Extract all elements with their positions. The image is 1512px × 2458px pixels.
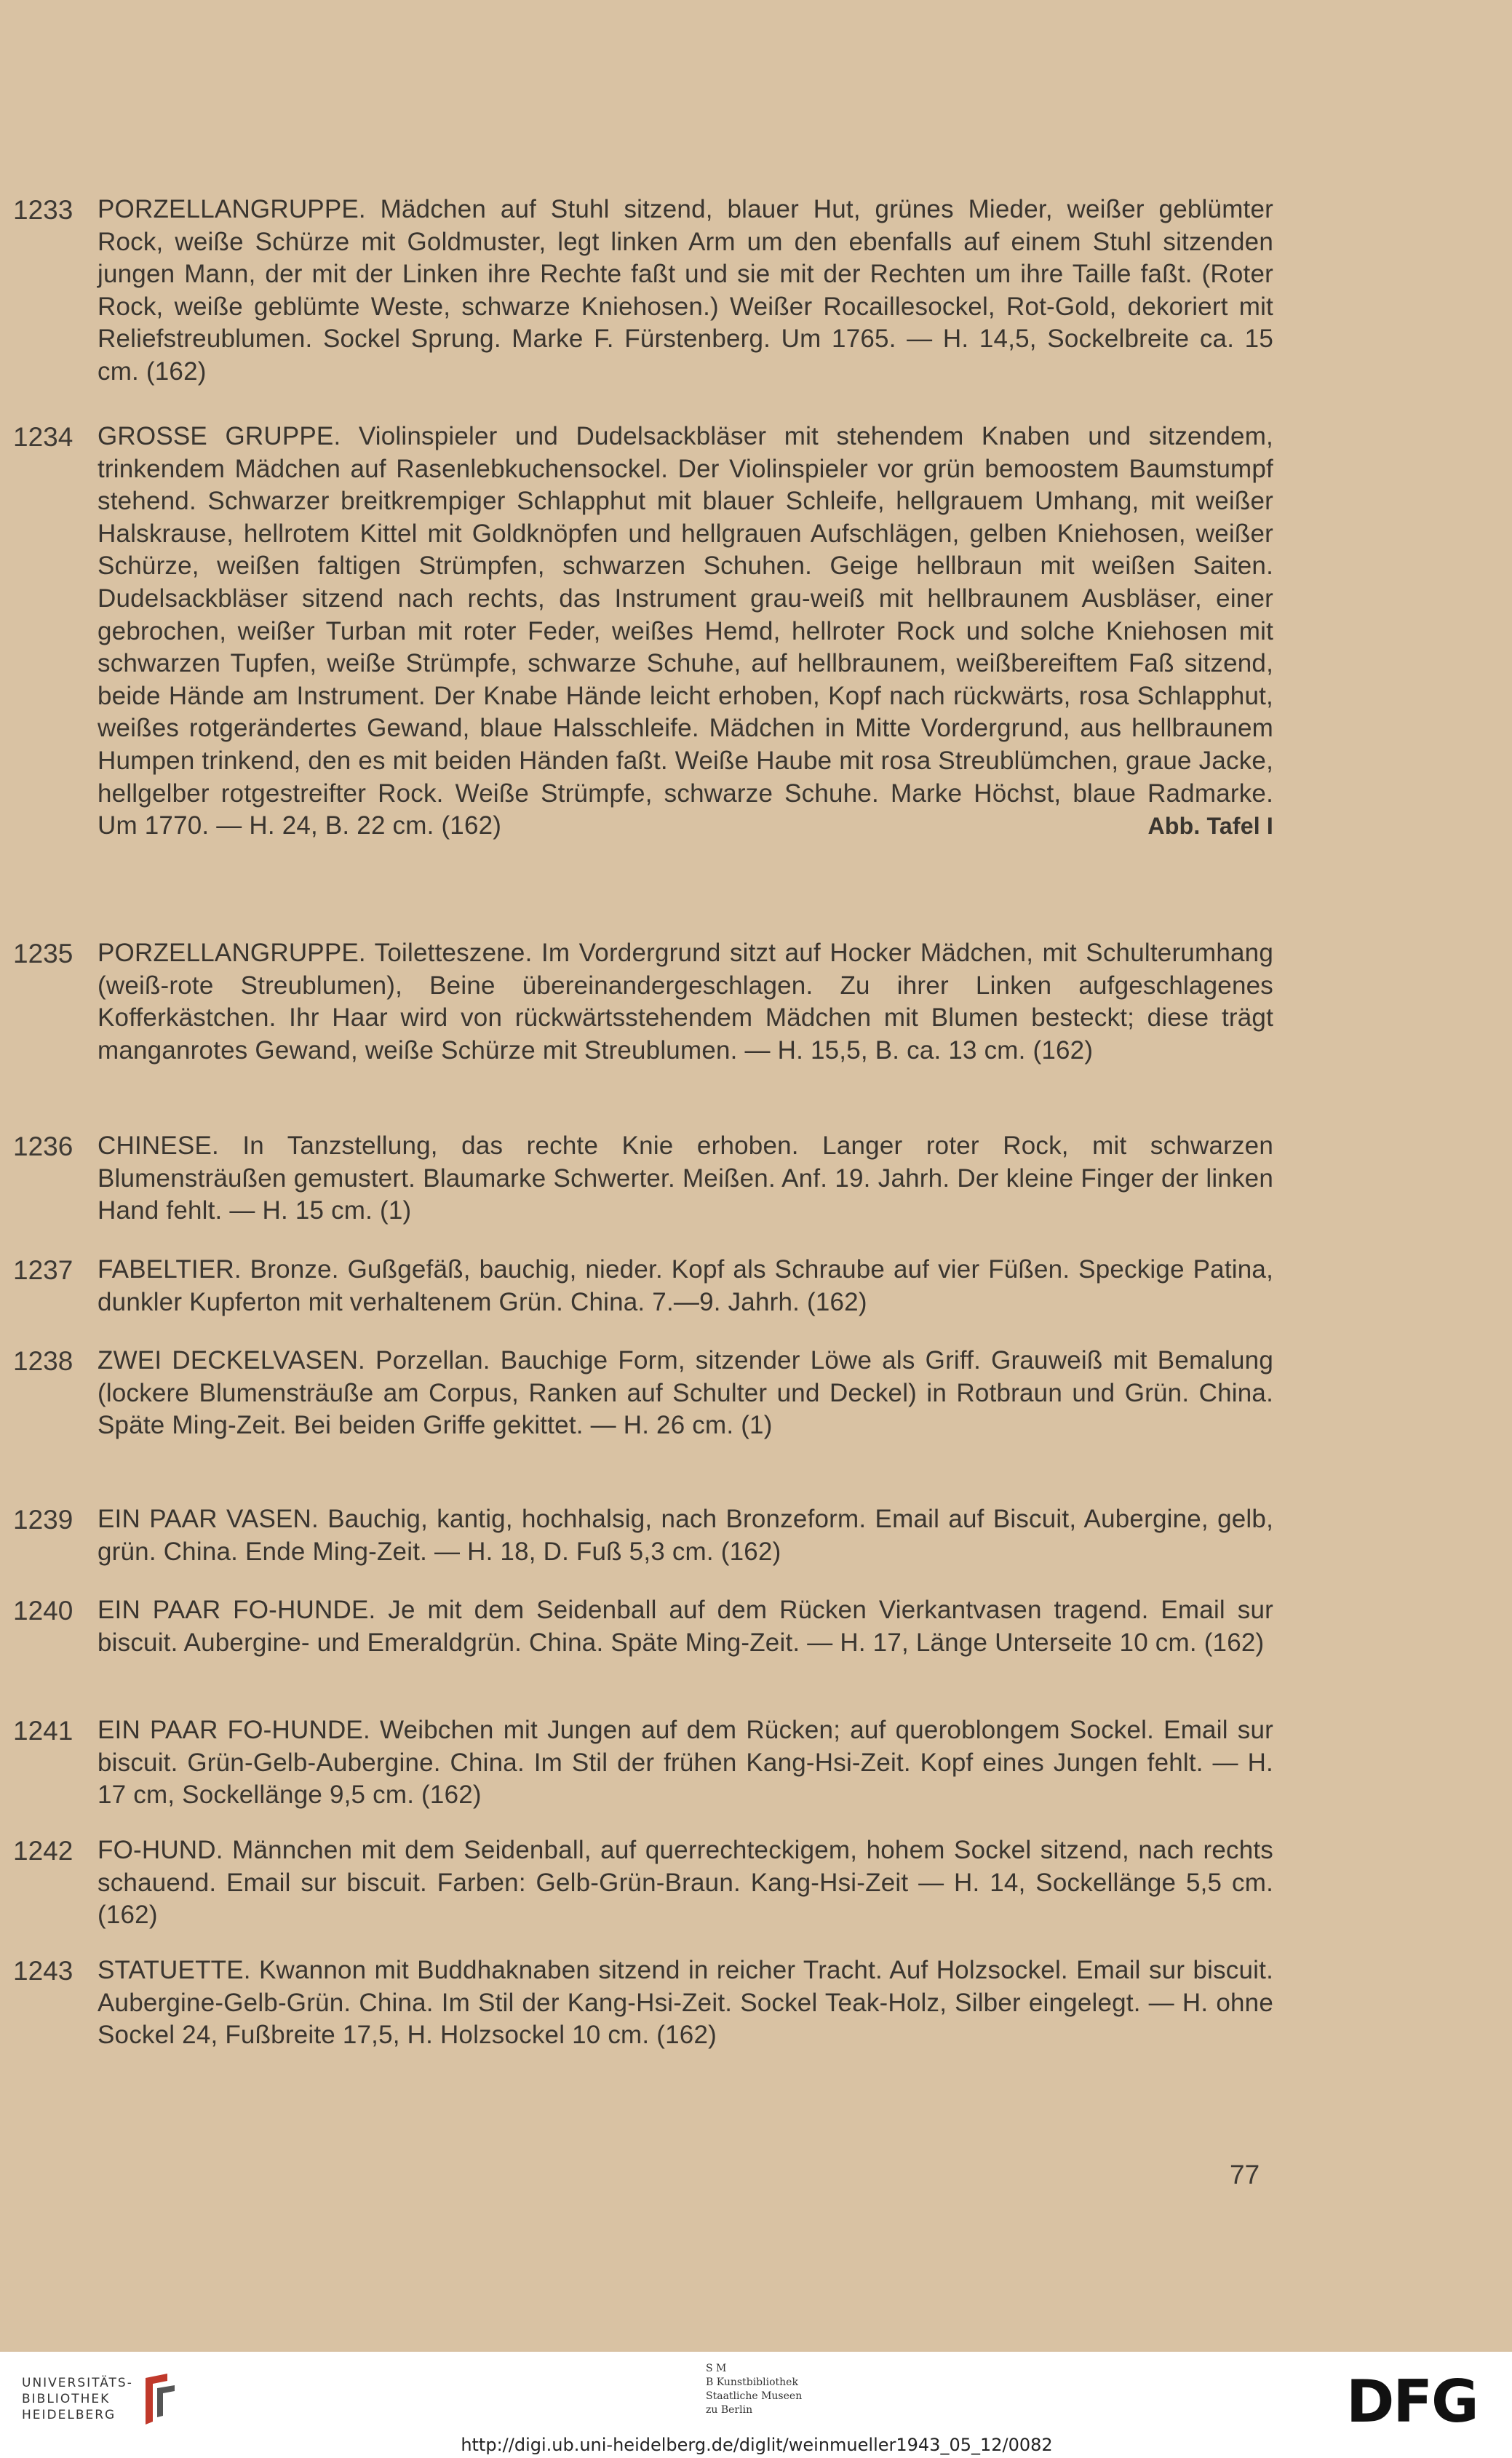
university-emblem-icon — [138, 2371, 182, 2429]
lot-description — [98, 421, 1273, 843]
lot-description-text: GROSSE GRUPPE. Violinspieler und Dudelsackbläser mit stehendem Knaben und sitzendem, trinkendem Mädchen auf Rasenlebkuchensockel. Der Violinspieler vor grün bemoostem Baumstumpf stehend. Schwarzer breitkrempiger Schlapphut mit blauer Schleife, hellgrauem Umhang, mit weißer Halskrause, hellrotem Kittel mit Goldknöpfen und hellgrauen Aufschlägen, gelben Kniehosen, weißer Schürze, weißen faltigen Strümpfen, schwarzen Schuhen. Geige hellbraun mit weißen Saiten. Dudelsackbläser sitzend nach rechts, das Instrument grau-weiß mit hellbraunem Ausbläser, einer gebrochen, weißer Turban mit roter Feder, weißes Hemd, hellroter Rock und solche Kniehosen mit schwarzen Tupfen, weiße Strümpfe, schwarze Schuhe, auf hellbraunem, weißbereiftem Faß sitzend, beide Hände am Instrument. Der Knabe Hände leicht erhoben, Kopf nach rückwärts, rosa Schlapphut, weißes rotgerändertes Gewand, blaue Halsschleife. Mädchen in Mitte Vordergrund, aus hellbraunem Humpen trinkend, den es mit beiden Händen faßt. Weiße Haube mit rosa Streublümchen, graue Jacke, hellgelber rotgestreifter Rock. Weiße Strümpfe, schwarze Schuhe. Marke Höchst, blaue Radmarke. Um 1770. — H. 24, B. 22 cm. (162) — [98, 422, 1273, 840]
footer-bar — [0, 2352, 1512, 2458]
lot-number: 1243 — [13, 1956, 73, 1986]
lot-number: 1240 — [13, 1596, 73, 1626]
lot-description: EIN PAAR FO-HUNDE. Weibchen mit Jungen auf dem Rücken; auf queroblongem Sockel. Email sur biscuit. Grün-Gelb-Aubergine. China. Im Stil der frühen Kang-Hsi-Zeit. Kopf eines Jungen fehlt. — H. 17 cm, Sockellänge 9,5 cm. (162) — [98, 1716, 1273, 1810]
lot-number: 1234 — [13, 422, 73, 452]
university-library-logo[interactable] — [22, 2375, 133, 2423]
museum-library-logo[interactable] — [706, 2362, 802, 2417]
university-logo-line: UNIVERSITÄTS- — [22, 2376, 133, 2390]
lot-description: STATUETTE. Kwannon mit Buddhaknaben sitzend in reicher Tracht. Auf Holzsockel. Email sur biscuit. Aubergine-Gelb-Grün. China. Im Stil der Kang-Hsi-Zeit. Sockel Teak-Holz, Silber eingelegt. — H. ohne Sockel 24, Fußbreite 17,5, H. Holzsockel 10 cm. (162) — [98, 1956, 1273, 2050]
lot-description: ZWEI DECKELVASEN. Porzellan. Bauchige Form, sitzender Löwe als Griff. Grauweiß mit Bemalung (lockere Blumensträuße am Corpus, Ranken auf Schulter und Deckel) in Rotbraun und Grün. China. Späte Ming-Zeit. Bei beiden Griffe gekittet. — H. 26 cm. (1) — [98, 1346, 1273, 1440]
plate-reference: Abb. Tafel I — [1147, 813, 1273, 840]
museum-logo-line: zu Berlin — [706, 2404, 753, 2416]
page-number: 77 — [1230, 2160, 1260, 2189]
university-logo-line: HEIDELBERG — [22, 2408, 116, 2422]
lot-description: FABELTIER. Bronze. Gußgefäß, bauchig, nieder. Kopf als Schraube auf vier Füßen. Speckige Patina, dunkler Kupferton mit verhaltenem Grün. China. 7.—9. Jahrh. (162) — [98, 1255, 1273, 1316]
dfg-logo[interactable]: DFG — [1346, 2368, 1478, 2435]
lot-description: CHINESE. In Tanzstellung, das rechte Knie erhoben. Langer roter Rock, mit schwarzen Blumensträußen gemustert. Blaumarke Schwerter. Meißen. Anf. 19. Jahrh. Der kleine Finger der linken Hand fehlt. — H. 15 cm. (1) — [98, 1131, 1273, 1225]
lot-number: 1235 — [13, 939, 73, 969]
museum-logo-line: S M — [706, 2363, 727, 2374]
lot-number: 1241 — [13, 1716, 73, 1746]
lot-number: 1237 — [13, 1255, 73, 1285]
lot-description: EIN PAAR VASEN. Bauchig, kantig, hochhalsig, nach Bronzeform. Email auf Biscuit, Aubergine, gelb, grün. China. Ende Ming-Zeit. — H. 18, D. Fuß 5,3 cm. (162) — [98, 1505, 1273, 1566]
lot-description: EIN PAAR FO-HUNDE. Je mit dem Seidenball auf dem Rücken Vierkantvasen tragend. Email sur biscuit. Aubergine- und Emeraldgrün. China. Späte Ming-Zeit. — H. 17, Länge Unterseite 10 cm. (162) — [98, 1596, 1273, 1657]
lot-description: PORZELLANGRUPPE. Toiletteszene. Im Vordergrund sitzt auf Hocker Mädchen, mit Schulterumhang (weiß-rote Streublumen), Beine übereinandergeschlagen. Zu ihrer Linken aufgeschlagenes Kofferkästchen. Ihr Haar wird von rückwärtsstehendem Mädchen mit Blumen besteckt; diese trägt manganrotes Gewand, weiße Schürze mit Streublumen. — H. 15,5, B. ca. 13 cm. (162) — [98, 939, 1273, 1065]
lot-description: PORZELLANGRUPPE. Mädchen auf Stuhl sitzend, blauer Hut, grünes Mieder, weißer geblümter Rock, weiße Schürze mit Goldmuster, legt linken Arm um den ebenfalls auf einem Stuhl sitzenden jungen Mann, der mit der Linken ihre Rechte faßt und sie mit der Rechten um ihre Taille faßt. (Roter Rock, weiße geblümte Weste, schwarze Kniehosen.) Weißer Rocaillesockel, Rot-Gold, dekoriert mit Reliefstreublumen. Sockel Sprung. Marke F. Fürstenberg. Um 1765. — H. 14,5, Sockelbreite ca. 15 cm. (162) — [98, 195, 1273, 386]
lot-number: 1238 — [13, 1346, 73, 1376]
lot-number: 1236 — [13, 1131, 73, 1161]
lot-number: 1239 — [13, 1505, 73, 1535]
lot-number: 1242 — [13, 1836, 73, 1866]
university-logo-line: BIBLIOTHEK — [22, 2392, 111, 2406]
museum-logo-line: Staatliche Museen — [706, 2390, 803, 2402]
museum-logo-line: B Kunstbibliothek — [706, 2377, 798, 2388]
lot-description: FO-HUND. Männchen mit dem Seidenball, auf querrechteckigem, hohem Sockel sitzend, nach rechts schauend. Email sur biscuit. Farben: Gelb-Grün-Braun. Kang-Hsi-Zeit — H. 14, Sockellänge 5,5 cm. (162) — [98, 1836, 1273, 1930]
source-url-link[interactable]: http://digi.ub.uni-heidelberg.de/diglit/weinmueller1943_05_12/0082 — [461, 2435, 1053, 2455]
lot-number: 1233 — [13, 195, 73, 225]
